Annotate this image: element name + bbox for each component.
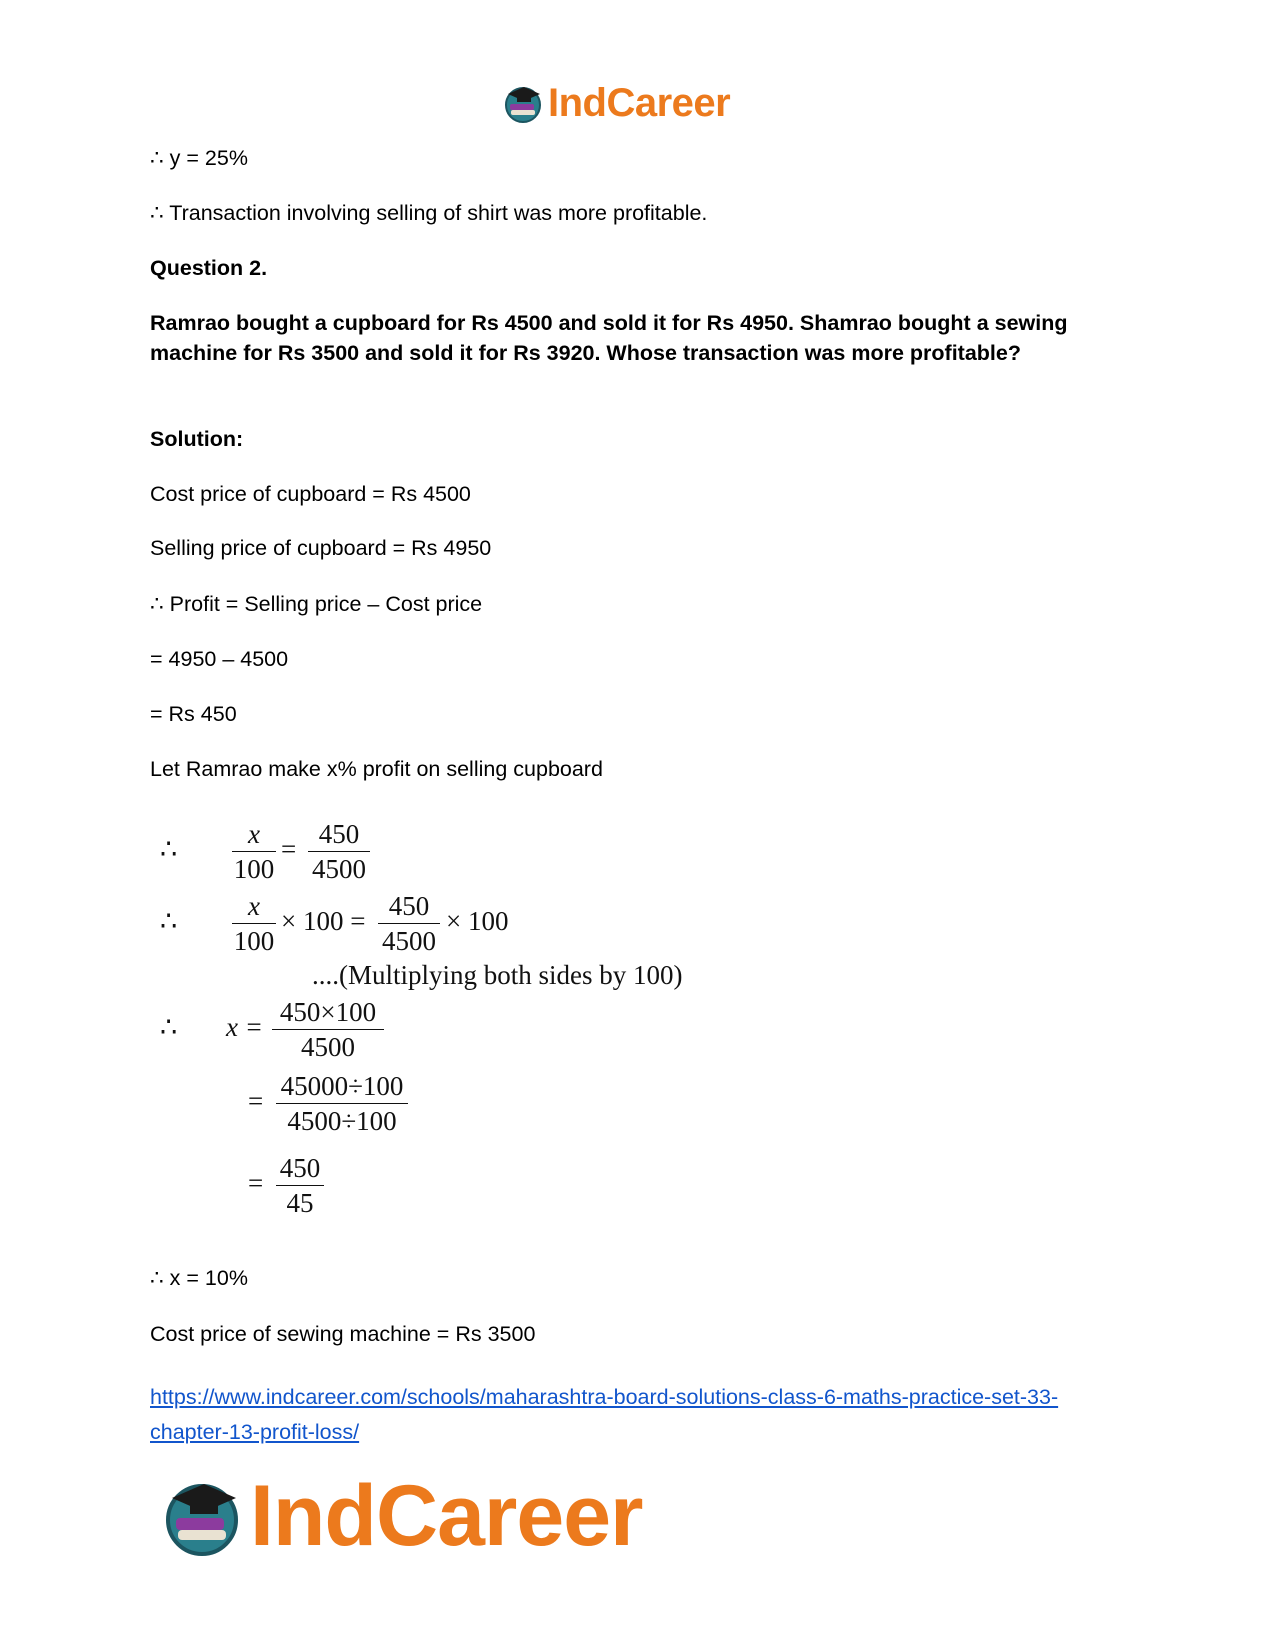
times-100: × 100 (446, 906, 509, 936)
question-label: Question 2. (150, 256, 268, 280)
numerator: 450 (388, 891, 430, 921)
solution-label: Solution: (150, 427, 244, 451)
numerator: 450 (279, 1153, 321, 1183)
times-100-equals: × 100 = (281, 906, 366, 936)
brand-name: IndCareer (548, 80, 731, 125)
profit-value-line: = Rs 450 (150, 702, 237, 726)
fraction-x-over-100 (232, 890, 276, 957)
graduation-cap-globe-icon (160, 1474, 244, 1558)
header-logo (502, 80, 730, 126)
denominator: 4500 (301, 1032, 355, 1062)
denominator: 4500÷100 (287, 1106, 397, 1136)
profit-calc-line: = 4950 – 4500 (150, 647, 289, 671)
footer-logo (160, 1467, 643, 1564)
therefore-symbol: ∴ (160, 834, 178, 864)
numerator: 450×100 (279, 997, 377, 1027)
equals-sign: = (281, 834, 297, 864)
equals-sign: = (248, 1086, 264, 1116)
therefore-symbol: ∴ (160, 906, 178, 936)
graduation-cap-globe-icon (502, 82, 544, 124)
fraction-450x100-over-4500 (272, 996, 384, 1063)
cost-cupboard-line: Cost price of cupboard = Rs 4500 (150, 482, 471, 506)
numerator: 45000÷100 (280, 1071, 404, 1101)
question-text: Ramrao bought a cupboard for Rs 4500 and sold it for Rs 4950. Shamrao bought a sewing machine for Rs 3500 and sold it for Rs 3920. Whose transaction was more profitable? (150, 311, 1068, 365)
cost-sewing-line: Cost price of sewing machine = Rs 3500 (150, 1322, 536, 1346)
profit-formula-line: ∴ Profit = Selling price – Cost price (150, 592, 483, 616)
denominator: 100 (233, 854, 275, 884)
fraction-450-over-4500 (308, 818, 370, 885)
fraction-450-over-45 (276, 1152, 324, 1219)
denominator: 4500 (382, 926, 436, 956)
fraction-x-over-100 (232, 818, 276, 885)
fraction-450-over-4500 (378, 890, 440, 957)
y-result-line: ∴ y = 25% (150, 146, 248, 170)
source-link[interactable]: https://www.indcareer.com/schools/maharashtra-board-solutions-class-6-maths-practice-set-33-chapter-13-profit-loss/ (150, 1385, 1059, 1444)
denominator: 100 (233, 926, 275, 956)
shirt-conclusion-line: ∴ Transaction involving selling of shirt was more profitable. (150, 201, 708, 225)
numerator: x (248, 819, 260, 849)
multiplying-note: ....(Multiplying both sides by 100) (312, 960, 683, 990)
x-result-line: ∴ x = 10% (150, 1266, 248, 1290)
numerator: x (248, 891, 260, 921)
denominator: 45 (286, 1188, 314, 1218)
denominator: 4500 (312, 854, 366, 884)
equals-sign: = (248, 1168, 264, 1198)
numerator: 450 (318, 819, 360, 849)
selling-cupboard-line: Selling price of cupboard = Rs 4950 (150, 536, 492, 560)
brand-name: IndCareer (250, 1467, 643, 1564)
fraction-45000div100-over-4500div100 (276, 1070, 408, 1137)
let-statement-line: Let Ramrao make x% profit on selling cupboard (150, 757, 603, 781)
x-equals: x = (226, 1012, 263, 1042)
therefore-symbol: ∴ (160, 1012, 178, 1042)
